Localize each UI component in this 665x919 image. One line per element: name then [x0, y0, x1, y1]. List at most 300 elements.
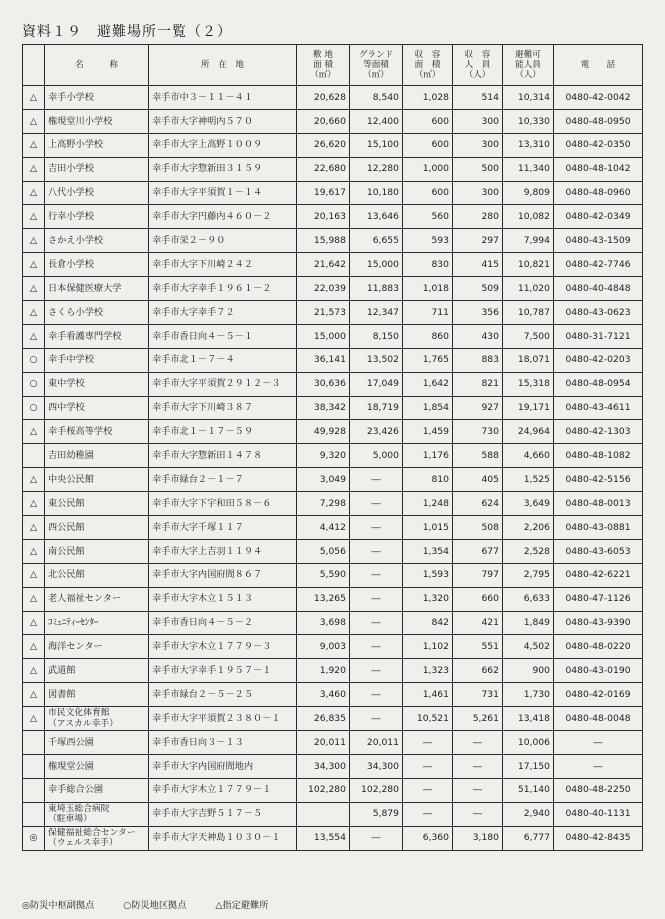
capacity-people: 300 — [453, 181, 503, 205]
row-mark: △ — [23, 301, 45, 325]
capacity-area: 1,323 — [403, 659, 453, 683]
possible-people: 900 — [503, 659, 554, 683]
facility-name: 長倉小学校 — [45, 253, 149, 277]
possible-people: 13,310 — [503, 133, 554, 157]
ground-area: ― — [350, 492, 403, 516]
phone-number: 0480-42-0203 — [554, 348, 643, 372]
facility-name: さかえ小学校 — [45, 229, 149, 253]
phone-number: 0480-48-0954 — [554, 372, 643, 396]
row-mark: ◎ — [23, 826, 45, 850]
possible-people: 24,964 — [503, 420, 554, 444]
capacity-area: 1,642 — [403, 372, 453, 396]
facility-name: 東埼玉総合病院 （駐車場） — [45, 802, 149, 826]
ground-area: 23,426 — [350, 420, 403, 444]
possible-people: 6,777 — [503, 826, 554, 850]
facility-address: 幸手市大字惣新田１４７８ — [149, 444, 297, 468]
table-row — [23, 778, 643, 802]
row-mark: △ — [23, 181, 45, 205]
capacity-area: 6,360 — [403, 826, 453, 850]
facility-name: 南公民館 — [45, 539, 149, 563]
capacity-people: 588 — [453, 444, 503, 468]
ground-area: 18,719 — [350, 396, 403, 420]
capacity-area: 1,765 — [403, 348, 453, 372]
capacity-people: 5,261 — [453, 707, 503, 731]
row-mark: △ — [23, 516, 45, 540]
facility-name: 東公民館 — [45, 492, 149, 516]
row-mark: △ — [23, 86, 45, 110]
possible-people: 10,006 — [503, 731, 554, 755]
site-area: 5,590 — [297, 563, 350, 587]
facility-address: 幸手市大字平須賀２９１２－３ — [149, 372, 297, 396]
table-row — [23, 324, 643, 348]
table-row — [23, 635, 643, 659]
shelter-table — [22, 44, 643, 851]
row-mark: △ — [23, 468, 45, 492]
header-capacity-people: 収 容 人 員 （人） — [453, 45, 503, 86]
site-area: 9,320 — [297, 444, 350, 468]
phone-number: 0480-48-0013 — [554, 492, 643, 516]
phone-number: 0480-43-4611 — [554, 396, 643, 420]
facility-address: 幸手市大字内国府間地内 — [149, 754, 297, 778]
table-row — [23, 468, 643, 492]
capacity-area: 560 — [403, 205, 453, 229]
site-area: 19,617 — [297, 181, 350, 205]
phone-number: 0480-48-1082 — [554, 444, 643, 468]
facility-address: 幸手市大字上高野１００９ — [149, 133, 297, 157]
capacity-area: 1,248 — [403, 492, 453, 516]
facility-address: 幸手市大字木立１７７９－１ — [149, 778, 297, 802]
capacity-people: 731 — [453, 683, 503, 707]
phone-number: 0480-48-0048 — [554, 707, 643, 731]
site-area: 38,342 — [297, 396, 350, 420]
facility-address: 幸手市大字下川崎３８７ — [149, 396, 297, 420]
facility-address: 幸手市大字惣新田３１５９ — [149, 157, 297, 181]
ground-area: 34,300 — [350, 754, 403, 778]
ground-area: ― — [350, 587, 403, 611]
capacity-area: 830 — [403, 253, 453, 277]
facility-address: 幸手市大字下川崎２４２ — [149, 253, 297, 277]
row-mark: △ — [23, 635, 45, 659]
phone-number: 0480-40-4848 — [554, 277, 643, 301]
table-row — [23, 396, 643, 420]
facility-address: 幸手市大字内国府間８６７ — [149, 563, 297, 587]
capacity-area: 1,459 — [403, 420, 453, 444]
table-row — [23, 348, 643, 372]
possible-people: 11,340 — [503, 157, 554, 181]
phone-number: 0480-48-0220 — [554, 635, 643, 659]
capacity-area: 1,593 — [403, 563, 453, 587]
row-mark: ○ — [23, 372, 45, 396]
phone-number: 0480-48-0960 — [554, 181, 643, 205]
facility-address: 幸手市大字天神島１０３０－１ — [149, 826, 297, 850]
phone-number: 0480-48-1042 — [554, 157, 643, 181]
capacity-people: 730 — [453, 420, 503, 444]
row-mark: △ — [23, 707, 45, 731]
row-mark — [23, 778, 45, 802]
possible-people: 17,150 — [503, 754, 554, 778]
possible-people: 7,500 — [503, 324, 554, 348]
capacity-people: 821 — [453, 372, 503, 396]
ground-area: 17,049 — [350, 372, 403, 396]
facility-address: 幸手市緑台２－１－７ — [149, 468, 297, 492]
capacity-area: 600 — [403, 133, 453, 157]
facility-address: 幸手市大字平須賀２３８０－１ — [149, 707, 297, 731]
capacity-people: 300 — [453, 133, 503, 157]
table-row — [23, 277, 643, 301]
table-row — [23, 444, 643, 468]
row-mark: △ — [23, 611, 45, 635]
row-mark — [23, 444, 45, 468]
possible-people: 11,020 — [503, 277, 554, 301]
page-title: 資料１９ 避難場所一覧（２） — [22, 24, 232, 40]
phone-number: ― — [554, 731, 643, 755]
facility-name: 千塚西公園 — [45, 731, 149, 755]
header-ground-area: グランド 等面積 （㎡） — [350, 45, 403, 86]
table-row — [23, 826, 643, 850]
row-mark: △ — [23, 133, 45, 157]
capacity-area: 1,000 — [403, 157, 453, 181]
possible-people: 10,314 — [503, 86, 554, 110]
table-row — [23, 301, 643, 325]
facility-address: 幸手市大字幸手１９５７－１ — [149, 659, 297, 683]
capacity-area: 600 — [403, 181, 453, 205]
table-row — [23, 659, 643, 683]
capacity-area: 1,354 — [403, 539, 453, 563]
row-mark: △ — [23, 563, 45, 587]
capacity-area: 711 — [403, 301, 453, 325]
phone-number: 0480-48-0950 — [554, 109, 643, 133]
phone-number: 0480-42-0349 — [554, 205, 643, 229]
possible-people: 1,849 — [503, 611, 554, 635]
possible-people: 1,525 — [503, 468, 554, 492]
header-possible-people: 避難可 能人員 （人） — [503, 45, 554, 86]
facility-name: 中央公民館 — [45, 468, 149, 492]
ground-area: 15,000 — [350, 253, 403, 277]
capacity-area: 600 — [403, 109, 453, 133]
site-area: 1,920 — [297, 659, 350, 683]
possible-people: 19,171 — [503, 396, 554, 420]
capacity-people: 280 — [453, 205, 503, 229]
site-area: 3,460 — [297, 683, 350, 707]
table-row — [23, 133, 643, 157]
table-row — [23, 754, 643, 778]
facility-name: 西中学校 — [45, 396, 149, 420]
site-area: 20,628 — [297, 86, 350, 110]
phone-number: 0480-43-0623 — [554, 301, 643, 325]
capacity-people: ― — [453, 731, 503, 755]
site-area: 4,412 — [297, 516, 350, 540]
possible-people: 2,940 — [503, 802, 554, 826]
capacity-area: 842 — [403, 611, 453, 635]
table-row — [23, 802, 643, 826]
ground-area: 6,655 — [350, 229, 403, 253]
facility-address: 幸手市大字平須賀１－１４ — [149, 181, 297, 205]
phone-number: 0480-43-1509 — [554, 229, 643, 253]
table-row — [23, 253, 643, 277]
table-row — [23, 420, 643, 444]
phone-number: 0480-48-2250 — [554, 778, 643, 802]
capacity-people: ― — [453, 802, 503, 826]
ground-area: ― — [350, 826, 403, 850]
legend-designated-shelter: △指定避難所 — [215, 900, 269, 911]
facility-name: 幸手看護専門学校 — [45, 324, 149, 348]
ground-area: 11,883 — [350, 277, 403, 301]
phone-number: 0480-43-0190 — [554, 659, 643, 683]
possible-people: 4,502 — [503, 635, 554, 659]
capacity-area: 1,018 — [403, 277, 453, 301]
capacity-people: 356 — [453, 301, 503, 325]
ground-area: ― — [350, 468, 403, 492]
site-area: 26,835 — [297, 707, 350, 731]
facility-address: 幸手市大字上吉羽１１９４ — [149, 539, 297, 563]
row-mark — [23, 802, 45, 826]
possible-people: 9,809 — [503, 181, 554, 205]
ground-area: ― — [350, 635, 403, 659]
site-area: 21,642 — [297, 253, 350, 277]
facility-address: 幸手市北１－７－４ — [149, 348, 297, 372]
site-area: 5,056 — [297, 539, 350, 563]
site-area: 3,049 — [297, 468, 350, 492]
facility-name: 海洋センター — [45, 635, 149, 659]
facility-name: ｺﾐｭﾆﾃｨｰｾﾝﾀｰ — [45, 611, 149, 635]
site-area: 34,300 — [297, 754, 350, 778]
capacity-people: 297 — [453, 229, 503, 253]
facility-address: 幸手市大字幸手７２ — [149, 301, 297, 325]
capacity-area: ― — [403, 778, 453, 802]
site-area — [297, 802, 350, 826]
phone-number: 0480-42-1303 — [554, 420, 643, 444]
table-row — [23, 611, 643, 635]
possible-people: 15,318 — [503, 372, 554, 396]
capacity-area: 1,028 — [403, 86, 453, 110]
possible-people: 2,528 — [503, 539, 554, 563]
phone-number: 0480-42-6221 — [554, 563, 643, 587]
site-area: 15,988 — [297, 229, 350, 253]
row-mark: △ — [23, 683, 45, 707]
capacity-area: ― — [403, 731, 453, 755]
table-row — [23, 707, 643, 731]
capacity-people: 883 — [453, 348, 503, 372]
facility-name: 権現堂公園 — [45, 754, 149, 778]
site-area: 21,573 — [297, 301, 350, 325]
capacity-people: 660 — [453, 587, 503, 611]
ground-area: 5,879 — [350, 802, 403, 826]
header-capacity-area: 収 容 面 積 （㎡） — [403, 45, 453, 86]
site-area: 20,660 — [297, 109, 350, 133]
facility-address: 幸手市大字神明内５７０ — [149, 109, 297, 133]
capacity-people: ― — [453, 778, 503, 802]
legend-main-base: ◎防災中枢副拠点 — [22, 900, 95, 911]
row-mark: △ — [23, 253, 45, 277]
site-area: 26,620 — [297, 133, 350, 157]
possible-people: 2,206 — [503, 516, 554, 540]
capacity-area: ― — [403, 754, 453, 778]
ground-area: ― — [350, 659, 403, 683]
row-mark: △ — [23, 492, 45, 516]
phone-number: 0480-42-7746 — [554, 253, 643, 277]
site-area: 13,265 — [297, 587, 350, 611]
table-row — [23, 539, 643, 563]
row-mark — [23, 754, 45, 778]
possible-people: 10,330 — [503, 109, 554, 133]
possible-people: 18,071 — [503, 348, 554, 372]
capacity-area: ― — [403, 802, 453, 826]
ground-area: 8,540 — [350, 86, 403, 110]
facility-address: 幸手市中３－１１－４１ — [149, 86, 297, 110]
facility-address: 幸手市栄２－９０ — [149, 229, 297, 253]
table-row — [23, 563, 643, 587]
site-area: 49,928 — [297, 420, 350, 444]
capacity-people: ― — [453, 754, 503, 778]
facility-name: 武道館 — [45, 659, 149, 683]
facility-address: 幸手市大字幸手１９６１－２ — [149, 277, 297, 301]
capacity-people: 430 — [453, 324, 503, 348]
ground-area: 20,011 — [350, 731, 403, 755]
facility-name: 保健福祉総合センター （ウェルス幸手） — [45, 826, 149, 850]
phone-number: 0480-42-5156 — [554, 468, 643, 492]
row-mark: △ — [23, 659, 45, 683]
facility-address: 幸手市緑台２－５－２５ — [149, 683, 297, 707]
phone-number: 0480-42-8435 — [554, 826, 643, 850]
facility-address: 幸手市香日向４－５－２ — [149, 611, 297, 635]
ground-area: 15,100 — [350, 133, 403, 157]
facility-address: 幸手市大字木立１７７９－３ — [149, 635, 297, 659]
header-phone: 電 話 — [554, 45, 643, 86]
phone-number: 0480-42-0042 — [554, 86, 643, 110]
phone-number: 0480-42-0169 — [554, 683, 643, 707]
facility-name: さくら小学校 — [45, 301, 149, 325]
possible-people: 1,730 — [503, 683, 554, 707]
ground-area: 12,347 — [350, 301, 403, 325]
possible-people: 4,660 — [503, 444, 554, 468]
header-site-area: 敷 地 面 積 （㎡） — [297, 45, 350, 86]
capacity-people: 3,180 — [453, 826, 503, 850]
capacity-people: 415 — [453, 253, 503, 277]
facility-name: 日本保健医療大学 — [45, 277, 149, 301]
header-address: 所 在 地 — [149, 45, 297, 86]
phone-number: 0480-42-0350 — [554, 133, 643, 157]
facility-name: 東中学校 — [45, 372, 149, 396]
phone-number: 0480-31-7121 — [554, 324, 643, 348]
site-area: 36,141 — [297, 348, 350, 372]
capacity-area: 860 — [403, 324, 453, 348]
phone-number: 0480-40-1131 — [554, 802, 643, 826]
row-mark: △ — [23, 157, 45, 181]
table-row — [23, 205, 643, 229]
capacity-people: 797 — [453, 563, 503, 587]
possible-people: 3,649 — [503, 492, 554, 516]
row-mark: ○ — [23, 396, 45, 420]
header-mark — [23, 45, 45, 86]
capacity-people: 624 — [453, 492, 503, 516]
table-row — [23, 181, 643, 205]
table-row — [23, 372, 643, 396]
possible-people: 13,418 — [503, 707, 554, 731]
capacity-people: 508 — [453, 516, 503, 540]
ground-area: 13,646 — [350, 205, 403, 229]
facility-name: 上高野小学校 — [45, 133, 149, 157]
capacity-people: 677 — [453, 539, 503, 563]
table-row — [23, 109, 643, 133]
capacity-area: 1,176 — [403, 444, 453, 468]
phone-number: 0480-47-1126 — [554, 587, 643, 611]
ground-area: 10,180 — [350, 181, 403, 205]
facility-name: 北公民館 — [45, 563, 149, 587]
capacity-area: 1,015 — [403, 516, 453, 540]
table-row — [23, 683, 643, 707]
capacity-area: 1,102 — [403, 635, 453, 659]
facility-name: 老人福祉センター — [45, 587, 149, 611]
possible-people: 10,821 — [503, 253, 554, 277]
site-area: 22,680 — [297, 157, 350, 181]
ground-area: ― — [350, 683, 403, 707]
ground-area: 13,502 — [350, 348, 403, 372]
capacity-people: 500 — [453, 157, 503, 181]
ground-area: 102,280 — [350, 778, 403, 802]
facility-address: 幸手市大字円藤内４６０－２ — [149, 205, 297, 229]
site-area: 22,039 — [297, 277, 350, 301]
facility-name: 幸手小学校 — [45, 86, 149, 110]
facility-address: 幸手市大字千塚１１７ — [149, 516, 297, 540]
facility-name: 権現堂川小学校 — [45, 109, 149, 133]
site-area: 20,011 — [297, 731, 350, 755]
capacity-people: 514 — [453, 86, 503, 110]
site-area: 7,298 — [297, 492, 350, 516]
ground-area: ― — [350, 516, 403, 540]
facility-address: 幸手市大字木立１５１３ — [149, 587, 297, 611]
table-row — [23, 587, 643, 611]
row-mark: △ — [23, 277, 45, 301]
ground-area: 12,400 — [350, 109, 403, 133]
table-row — [23, 157, 643, 181]
site-area: 3,698 — [297, 611, 350, 635]
capacity-area: 1,461 — [403, 683, 453, 707]
facility-address: 幸手市北１－１７－５９ — [149, 420, 297, 444]
legend-district-base: ○防災地区拠点 — [123, 900, 187, 911]
capacity-people: 405 — [453, 468, 503, 492]
legend — [22, 897, 294, 911]
row-mark: △ — [23, 587, 45, 611]
ground-area: 8,150 — [350, 324, 403, 348]
possible-people: 10,787 — [503, 301, 554, 325]
facility-name: 幸手総合公園 — [45, 778, 149, 802]
phone-number: 0480-43-0881 — [554, 516, 643, 540]
facility-address: 幸手市香日向４－５－１ — [149, 324, 297, 348]
possible-people: 7,994 — [503, 229, 554, 253]
ground-area: 5,000 — [350, 444, 403, 468]
facility-name: 行幸小学校 — [45, 205, 149, 229]
facility-name: 八代小学校 — [45, 181, 149, 205]
ground-area: ― — [350, 539, 403, 563]
row-mark — [23, 731, 45, 755]
row-mark: △ — [23, 109, 45, 133]
facility-name: 幸手桜高等学校 — [45, 420, 149, 444]
site-area: 15,000 — [297, 324, 350, 348]
row-mark: ○ — [23, 348, 45, 372]
site-area: 30,636 — [297, 372, 350, 396]
row-mark: △ — [23, 205, 45, 229]
phone-number: ― — [554, 754, 643, 778]
table-row — [23, 86, 643, 110]
row-mark: △ — [23, 539, 45, 563]
ground-area: ― — [350, 611, 403, 635]
possible-people: 51,140 — [503, 778, 554, 802]
facility-name: 図書館 — [45, 683, 149, 707]
capacity-area: 810 — [403, 468, 453, 492]
capacity-people: 927 — [453, 396, 503, 420]
facility-address: 幸手市大字吉野５１７－５ — [149, 802, 297, 826]
row-mark: △ — [23, 324, 45, 348]
